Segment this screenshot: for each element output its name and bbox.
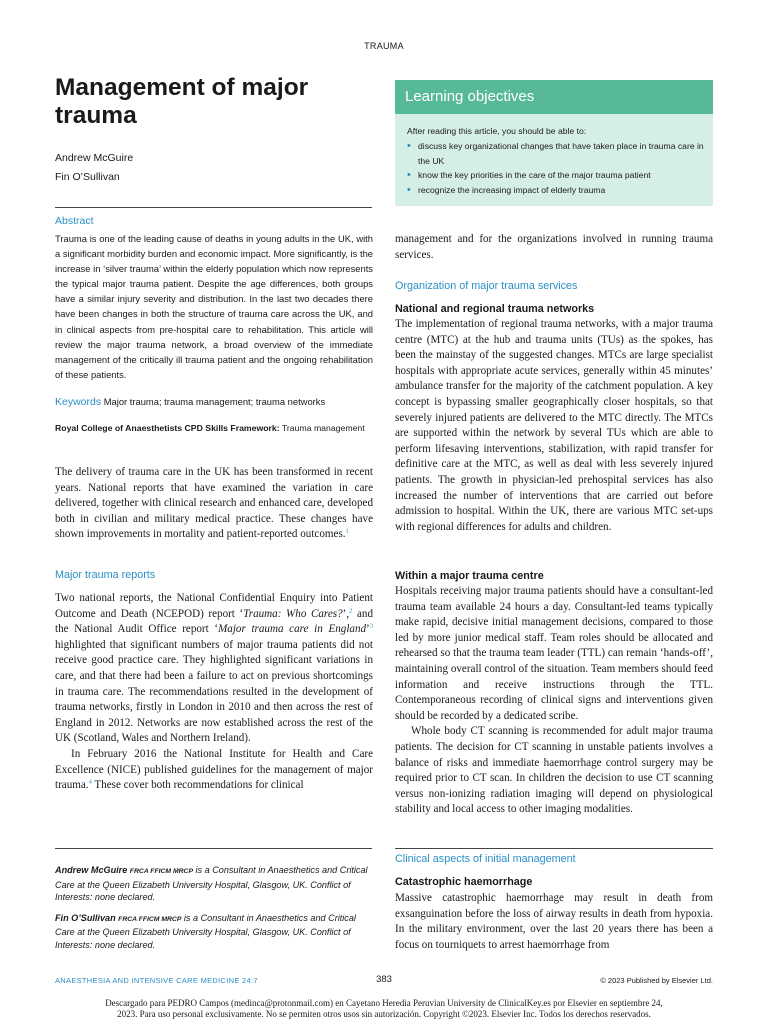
keywords — [55, 396, 373, 408]
learning-objectives-intro: After reading this article, you should be able to: — [407, 126, 587, 136]
author-name: Fin O’Sullivan — [55, 171, 120, 183]
keywords-label: Keywords — [55, 396, 102, 408]
paragraph: Whole body CT scanning is recommended for adult major trauma patients. The decision for CT scanning in unstable patients involves a balance of risks and immediate haemorrhage control surgery may be required prior to CT scan. In children the decision to use CT scanning versus non-ionizing radiation imaging will depend on physiological stability and local access to other imaging modalities. — [395, 725, 713, 816]
reference-link[interactable]: 4 — [88, 778, 92, 786]
footer-journal: ANAESTHESIA AND INTENSIVE CARE MEDICINE 24:7 — [55, 976, 258, 985]
divider — [395, 848, 713, 849]
author-credit: Fin O’Sullivan FRCA FFICM MRCP is a Consultant in Anaesthetics and Critical Care at the Queen Elizabeth University Hospital, Glasgow, UK. Conflict of Interests: none declared. — [55, 912, 356, 950]
download-notice-line: 2023. Para uso personal exclusivamente. No se permiten otros usos sin autorización. Copyright ©2023. Elsevier Inc. Todos los derechos reservados. — [117, 1009, 651, 1019]
author-credits — [55, 864, 373, 959]
networks-paragraph: The implementation of regional trauma networks, with a major trauma centre (MTC) at the hub and trauma units (TUs) as the spokes, has been the mainstay of the suggested changes. MTCs are large specialist hospitals with appropriate acute services, generally within 45 minutes’ ambulance transfer for the majority of the catchment population. A key concept is bypassing smaller geographically closer hospitals, so that severely injured patients are delivered to the MTC directly. The MTCs are supported within the network by several TUs which are able to perform lifesaving interventions, stabilization, with rapid transfer for definitive care at the MTC, as well as deal with less severely injured patients. The growth in physician-led prehospital services has also increased the number of interventions that are carried out before admission to hospital. Within the UK, there are various MTC set-ups with regional differences for adults and children. — [395, 318, 713, 533]
intro-paragraph — [55, 465, 373, 543]
learning-objectives-heading: Learning objectives — [395, 80, 713, 114]
section-heading-major-trauma-reports: Major trauma reports — [55, 569, 156, 581]
keywords-list: Major trauma; trauma management; trauma networks — [103, 396, 326, 407]
paragraph: Two national reports, the National Confidential Enquiry into Patient Outcome and Death (NCEPOD) report ‘Trauma: Who Cares?’,$^2$ and the National Audit Office report ‘Major trauma care in England’$^3$ highlighted that significant numbers of major trauma patients did not receive good practice care. They highlighted significant variations in care, and that there had been a failure to act on previous shortcomings in trauma care. The recommendations resulted in the development of trauma networks, firstly in London in 2010 and then across the rest of England in 2012. Networks are now established across the rest of the UK (Scotland, Wales and Northern Ireland). — [55, 592, 373, 745]
paragraph: In February 2016 the National Institute for Health and Care Excellence (NICE) published guidelines for the management of major trauma.$^4$ These cover both recommendations for clinical — [55, 747, 373, 792]
download-notice — [0, 998, 768, 1020]
article-title: Management of major trauma — [55, 74, 309, 129]
learning-objectives-list — [407, 139, 707, 197]
list-item: • recognize the increasing impact of elderly trauma — [407, 183, 707, 198]
subheading-networks: National and regional trauma networks — [395, 303, 595, 315]
cpd-framework-label: Royal College of Anaesthetists CPD Skills Framework: — [55, 423, 280, 433]
author-credit: Andrew McGuire FRCA FFICM MRCP is a Consultant in Anaesthetics and Critical Care at the Queen Elizabeth University Hospital, Glasgow, UK. Conflict of Interests: none declared. — [55, 865, 368, 902]
cpd-framework-value: Trauma management — [281, 423, 365, 433]
reference-link[interactable]: 2 — [349, 606, 353, 614]
section-heading-organization: Organization of major trauma services — [395, 280, 578, 292]
paragraph: Hospitals receiving major trauma patients should have a consultant-led trauma team available 24 hours a day. Consultant-led teams typically make rapid, decisive initial management decisions, compared to those led by more junior medical staff. Team roles should be allocated and rehearsed so that the trauma team leader (TTL) can remain ‘hands-off’, maintaining overall control of the situation. Team members should feed information and receive instructions through the TTL. Contemporaneous recording of clinical signs and interventions given should be recorded by a dedicated scribe. — [395, 585, 713, 722]
major-trauma-reports-body — [55, 591, 373, 794]
cpd-framework — [55, 423, 373, 433]
download-notice-line: Descargado para PEDRO Campos (medinca@protonmail.com) en Cayetano Heredia Peruvian University de ClinicalKey.es por Elsevier en septiembre 24, — [105, 998, 663, 1008]
catastrophic-haemorrhage-paragraph: Massive catastrophic haemorrhage may result in death from exsanguination before the loss of airway results in death from hypoxia. In the military environment, over the last 20 years there has been a focus on tourniquets to arrest haemorrhage from — [395, 892, 713, 951]
subheading-catastrophic-haemorrhage: Catastrophic haemorrhage — [395, 876, 533, 888]
abstract-text: Trauma is one of the leading cause of deaths in young adults in the UK, with a significant morbidity burden and economic impact. More significantly, is the increase in ‘silver trauma’ within the elderly population which now represents the typical major trauma patient. Despite the age differences, both groups have a similar injury severity and distribution. In the last two decades there have been changes in both the structure of trauma care across the UK, and in clinical aspects from pre-hospital care to rehabilitation. This article will review the major trauma network, a broad overview of the immediate management of the critically ill trauma patient and the ongoing rehabilitation of these patients. — [55, 233, 373, 380]
continued-text: management and for the organizations involved in running trauma services. — [395, 233, 713, 261]
intro-text: The delivery of trauma care in the UK has been transformed in recent years. National reports that have examined the variation in care delivered, together with clinical research and enhanced care, developed both in civilian and military medical practice. These changes have shown improvements in mortality and patient-reported outcomes. — [55, 466, 373, 541]
divider — [55, 207, 372, 208]
divider — [55, 848, 372, 849]
running-head: TRAUMA — [364, 41, 404, 51]
abstract-heading: Abstract — [55, 215, 94, 227]
list-item: • know the key priorities in the care of the major trauma patient — [407, 168, 707, 183]
reference-link[interactable]: 1 — [345, 527, 349, 535]
list-item: • discuss key organizational changes that have taken place in trauma care in the UK — [407, 139, 707, 168]
author-name: Andrew McGuire — [55, 152, 134, 164]
reference-link[interactable]: 3 — [369, 622, 373, 630]
footer-copyright: © 2023 Published by Elsevier Ltd. — [600, 976, 713, 985]
within-mtc-body — [395, 584, 713, 818]
section-heading-clinical: Clinical aspects of initial management — [395, 853, 576, 865]
subheading-within-mtc: Within a major trauma centre — [395, 570, 544, 582]
learning-objectives-box — [395, 80, 713, 206]
page-number: 383 — [376, 974, 392, 985]
